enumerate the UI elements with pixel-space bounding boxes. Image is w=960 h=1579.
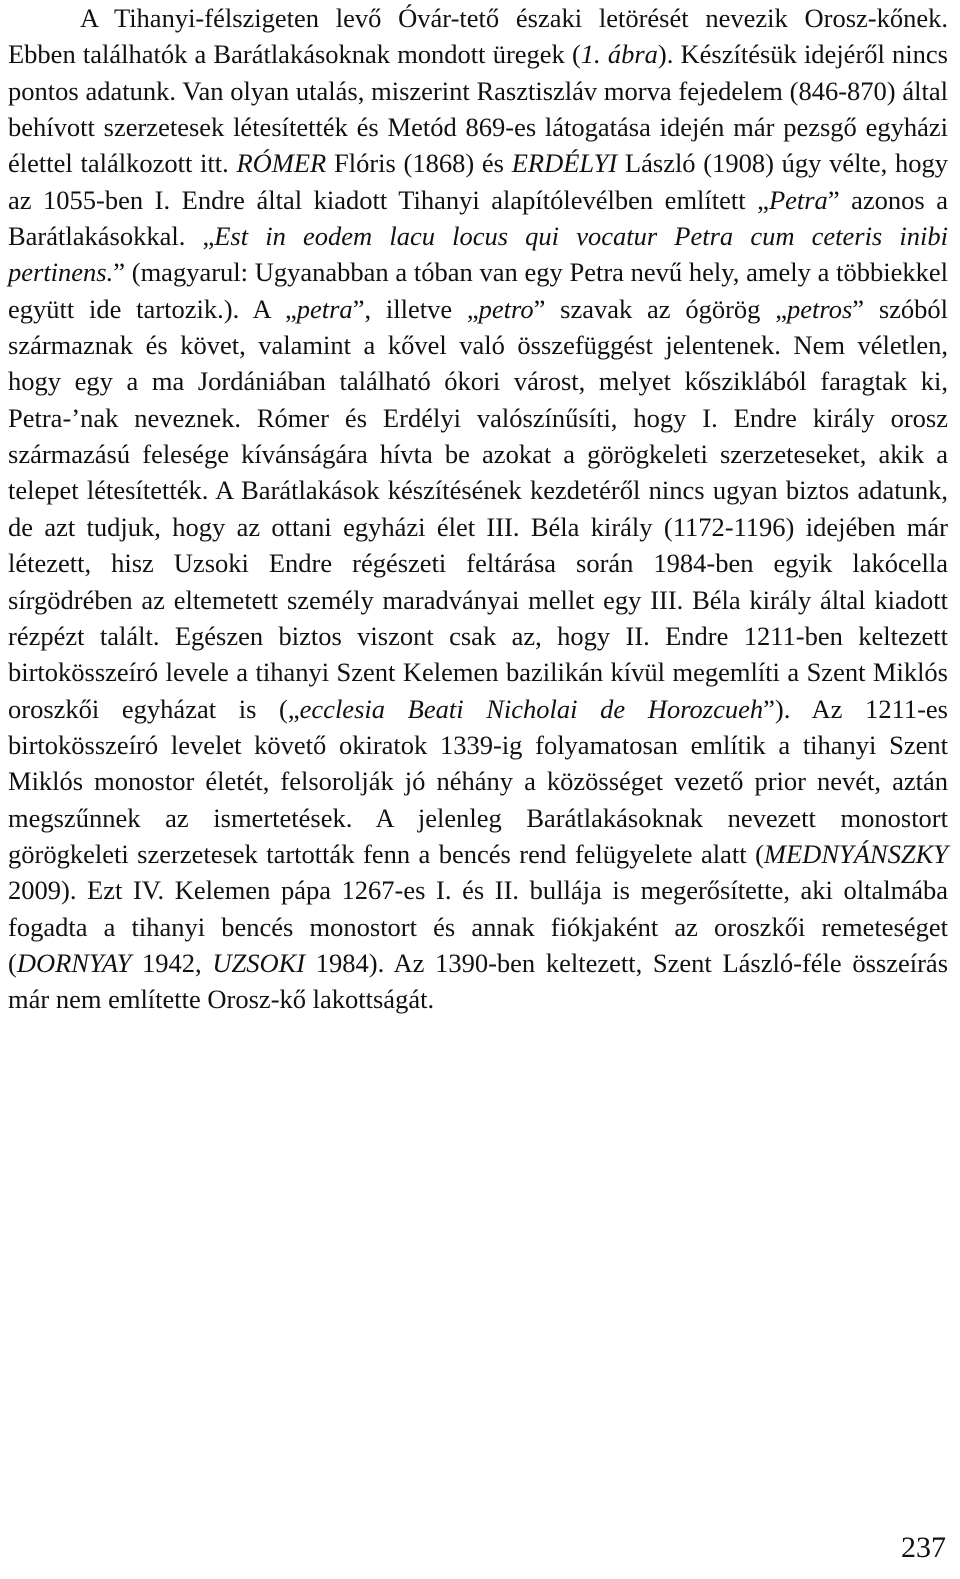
text-run: 2009). Ezt IV. Kelemen pápa 1267-es I. és II. bullája is megerősítette, aki oltalmába fogadta a tihanyi bencés monostort és annak fiókjaként az oroszkői remeteséget ( [8, 875, 948, 978]
italic-run: petra [296, 293, 353, 324]
italic-run: Est in eodem lacu locus qui vocatur Petra cum ceteris inibi pertinens. [8, 221, 948, 288]
text-run: Flóris (1868) és [326, 148, 512, 179]
text-run: A Tihanyi-félszigeten levő Óvár-tető északi letörését nevezik Orosz-kőnek. Ebben találhatók a Barátlakásoknak mondott üregek ( [8, 3, 948, 70]
italic-run: petros [786, 293, 853, 324]
text-run: ” szavak az ógörög „ [533, 293, 787, 324]
text-run: ). Készítésük idejéről nincs pontos adatunk. Van olyan utalás, miszerint Rasztiszláv morva fejedelem (846-870) által behívott szerzetesek létesítették és Metód 869-es látogatása idején már pezsgő egyházi élettel találkozott itt. [8, 39, 948, 179]
text-run: ” azonos a Barátlakásokkal. „ [8, 184, 948, 252]
text-run: ” szóból származnak és követ, valamint a kővel való összefüggést jelentenek. Nem véletlen, hogy egy a ma Jordániában található ókori várost, melyet kősziklából faragtak ki, Petra-’nak neveznek. Rómer és Erdélyi valószínűsíti, hogy I. Endre király orosz származású felesége kívánságára hívta be azokat a görögkeleti szerzeteseket, akik a telepet létesítették. A Barátlakások készítésének kezdetéről nincs ugyan biztos adatunk, de azt tudjuk, hogy az ottani egyházi élet III. Béla király (1172-1196) idejében már létezett, hisz Uzsoki Endre régészeti feltárása során 1984-ben egyik lakócella sírgödrében az eltemetett személy maradványai mellet egy III. Béla király által kiadott rézpézt talált. Egészen biztos viszont csak az, hogy II. Endre 1211-ben keltezett birtokösszeíró levele a tihanyi Szent Kelemen bazilikán kívül megemlíti a Szent Miklós oroszkői egyházat is („ [8, 293, 949, 724]
text-run: 1984). Az 1390-ben keltezett, Szent László-féle összeírás már nem említette Orosz-kő lakottságát. [8, 947, 949, 1015]
italic-run: MEDNYÁNSZKY [763, 838, 948, 869]
text-run: 1942, [131, 947, 213, 978]
italic-run: ERDÉLYI [511, 148, 618, 179]
body-paragraph [8, 0, 948, 1018]
italic-run: ecclesia Beati Nicholai de Horozcueh [299, 693, 764, 724]
italic-run: 1. ábra [580, 39, 658, 70]
italic-run: Petra [768, 184, 828, 215]
text-run: ”, illetve „ [352, 293, 479, 324]
italic-run: petro [478, 293, 534, 324]
italic-run: UZSOKI [212, 947, 306, 978]
italic-run: DORNYAY [16, 947, 132, 978]
text-run: ” (magyarul: Ugyanabban a tóban van egy Petra nevű hely, amely a többiekkel együtt ide tartozik.). A „ [8, 257, 948, 324]
page-number: 237 [901, 1531, 946, 1564]
text-run: ”). Az 1211-es birtokösszeíró levelet követő okiratok 1339-ig folyamatosan említik a tihanyi Szent Miklós monostor életét, felsorolják jó néhány a közösséget vezető prior nevét, aztán megszűnnek az ismertetések. A jelenleg Barátlakásoknak nevezett monostort görögkeleti szerzetesek tartották fenn a bencés rend felügyelete alatt ( [8, 693, 948, 869]
italic-run: RÓMER [236, 148, 327, 179]
text-run: László (1908) úgy vélte, hogy az 1055-ben I. Endre által kiadott Tihanyi alapítólevélben említett „ [8, 148, 948, 215]
